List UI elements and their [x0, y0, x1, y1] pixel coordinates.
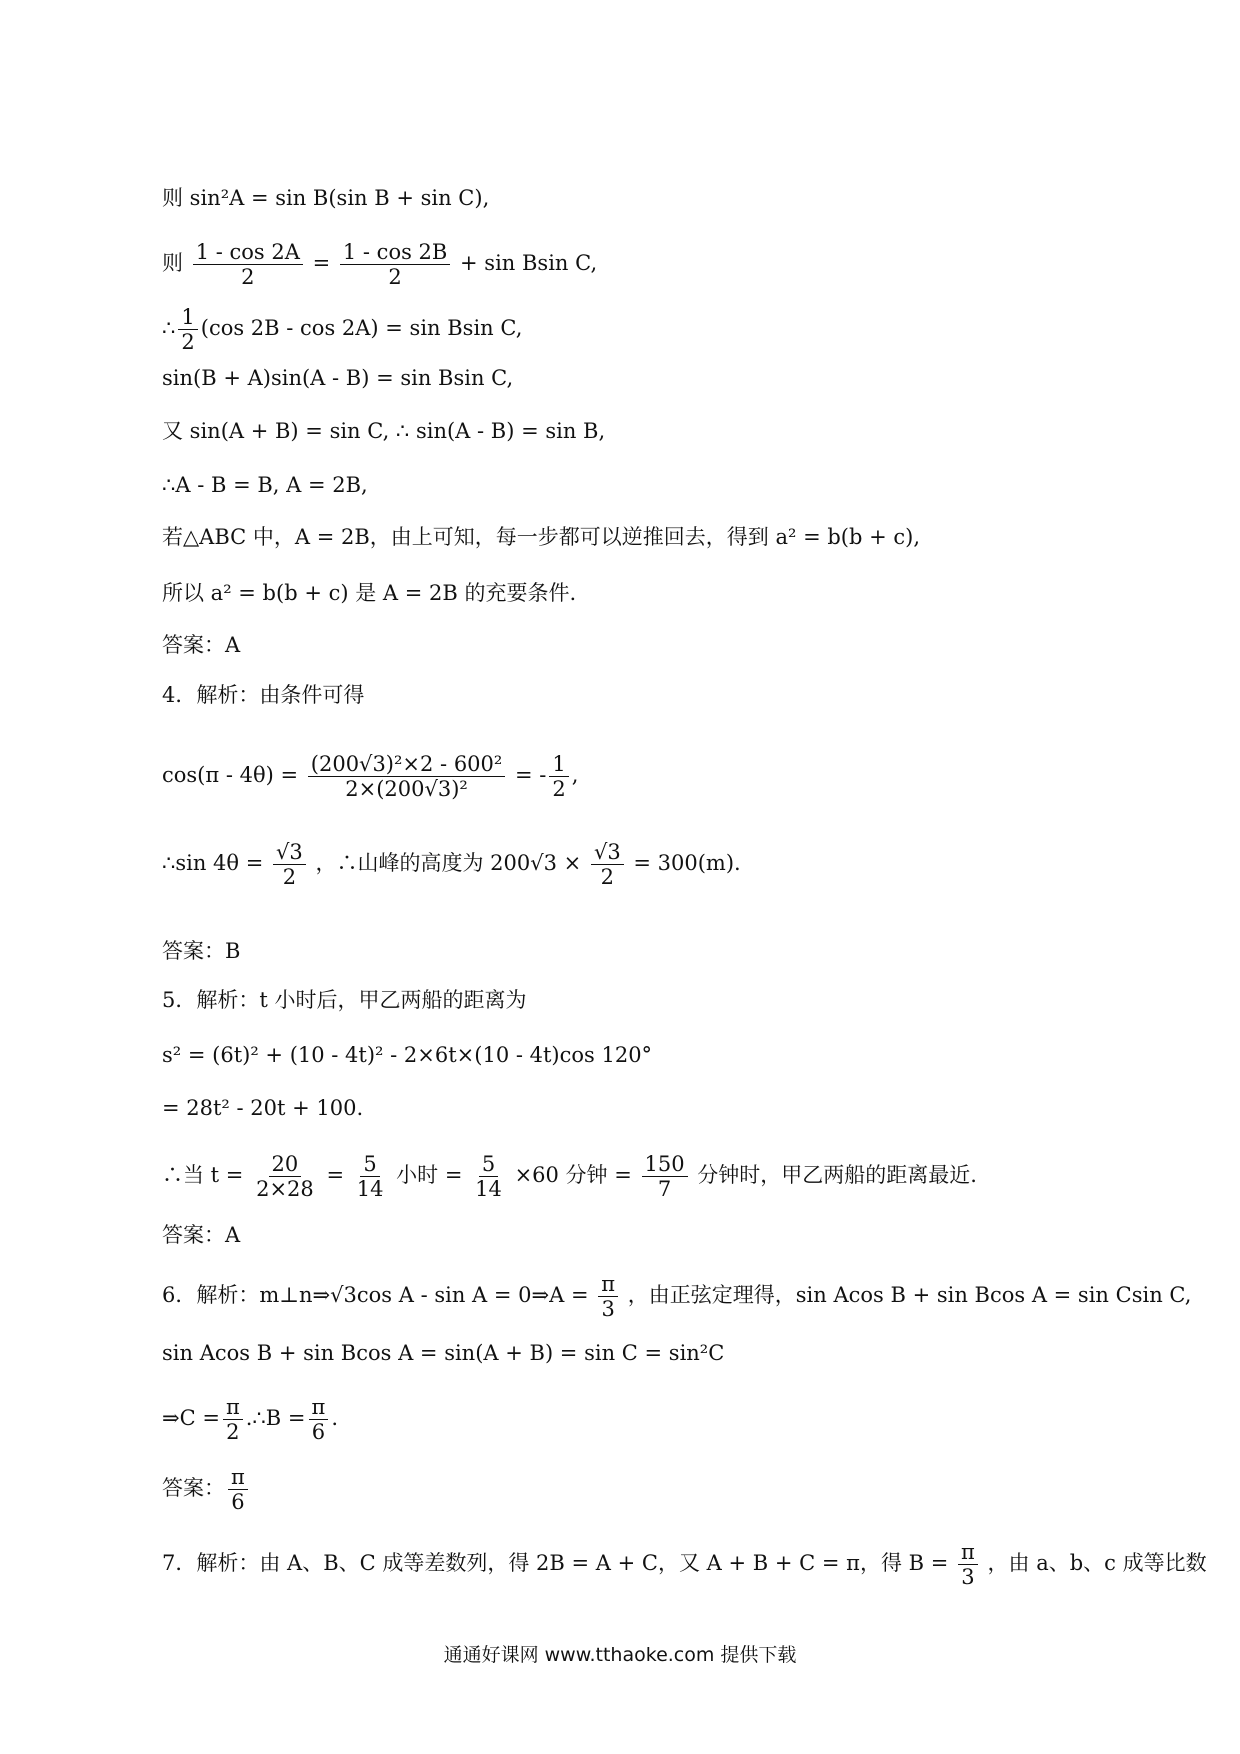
line-16: = 28t² - 20t + 100. [162, 1096, 364, 1120]
l3-post: (cos 2B - cos 2A) = sin Bsin C, [200, 316, 523, 340]
denominator: 2 [388, 265, 402, 289]
l12-pre: ∴sin 4θ = [162, 851, 264, 875]
l21-mid: .∴B = [245, 1406, 306, 1430]
fraction [228, 1465, 248, 1514]
fraction [354, 1152, 387, 1201]
numerator: 1 [549, 752, 568, 777]
line-7: 若△ABC 中，A = 2B，由上可知，每一步都可以逆推回去，得到 a² = b(b + c), [162, 525, 920, 549]
line-11 [162, 752, 578, 801]
line-2 [162, 240, 597, 289]
denominator: 3 [961, 1565, 975, 1589]
denominator: 2 [282, 865, 297, 889]
denominator: 2×(200√3)² [345, 777, 468, 801]
numerator: 5 [479, 1152, 498, 1177]
fraction [309, 1395, 329, 1444]
l21-post: . [331, 1406, 338, 1430]
fraction [193, 240, 303, 289]
fraction [178, 305, 197, 354]
line-6: ∴A - B = B, A = 2B, [162, 473, 368, 497]
numerator: √3 [591, 840, 624, 865]
l17-eq1: = [326, 1163, 345, 1187]
l3-pre: ∴ [162, 316, 176, 340]
numerator: 1 [178, 305, 197, 330]
denominator: 14 [356, 1177, 384, 1201]
answer-5: 答案：A [162, 1223, 241, 1247]
q4-heading: 4．解析：由条件可得 [162, 683, 365, 707]
l19-pre: 6．解析：m⊥n⇒√3cos A - sin A = 0⇒A = [162, 1283, 589, 1307]
numerator: π [223, 1395, 243, 1420]
l23-pre: 7．解析：由 A、B、C 成等差数列，得 2B = A + C，又 A + B + C = π，得 B = [162, 1551, 949, 1575]
line-3 [162, 305, 522, 354]
fraction [472, 1152, 505, 1201]
denominator: 6 [231, 1490, 245, 1514]
numerator: π [228, 1465, 248, 1490]
fraction [642, 1152, 688, 1201]
answer-4: 答案：B [162, 939, 241, 963]
l12-mid: ，∴山峰的高度为 200√3 × [315, 851, 582, 875]
l11-mid: = - [515, 763, 547, 787]
denominator: 2 [600, 865, 614, 889]
numerator: √3 [273, 840, 306, 865]
denominator: 2 [241, 265, 255, 289]
q5-heading: 5．解析：t 小时后，甲乙两船的距离为 [162, 988, 527, 1012]
fraction [273, 840, 306, 889]
denominator: 2 [226, 1420, 240, 1444]
numerator: 1 - cos 2B [340, 240, 450, 265]
numerator: 150 [642, 1152, 688, 1177]
numerator: (200√3)²×2 - 600² [308, 752, 506, 777]
line-23 [162, 1540, 1207, 1589]
line-19 [162, 1272, 1191, 1321]
numerator: π [598, 1272, 618, 1297]
denominator: 2 [552, 777, 566, 801]
fraction [591, 840, 624, 889]
numerator: 1 - cos 2A [193, 240, 303, 265]
l11-post: , [571, 763, 579, 787]
denominator: 14 [475, 1177, 502, 1201]
fraction [308, 752, 506, 801]
line-20: sin Acos B + sin Bcos A = sin(A + B) = sin C = sin²C [162, 1341, 725, 1365]
denominator: 2 [181, 330, 195, 354]
line-12 [162, 840, 741, 889]
fraction [223, 1395, 243, 1444]
denominator: 2×28 [256, 1177, 314, 1201]
line-15: s² = (6t)² + (10 - 4t)² - 2×6t×(10 - 4t)cos 120° [162, 1043, 653, 1067]
fraction [340, 240, 450, 289]
line-17 [162, 1152, 977, 1201]
denominator: 7 [657, 1177, 672, 1201]
l17-post: 分钟时，甲乙两船的距离最近. [697, 1163, 977, 1187]
l11-pre: cos(π - 4θ) = [162, 763, 299, 787]
fraction [598, 1272, 618, 1321]
line-8: 所以 a² = b(b + c) 是 A = 2B 的充要条件. [162, 581, 577, 605]
line-4: sin(B + A)sin(A - B) = sin Bsin C, [162, 366, 514, 390]
numerator: π [309, 1395, 329, 1420]
l2-pre: 则 [162, 251, 183, 275]
answer-6 [162, 1465, 251, 1514]
l17-pre: ∴当 t = [162, 1163, 244, 1187]
line-5: 又 sin(A + B) = sin C, ∴ sin(A - B) = sin B, [162, 419, 606, 443]
line-21 [162, 1395, 338, 1444]
l2-post: + sin Bsin C, [460, 251, 598, 275]
l17-mid2: ×60 分钟 = [514, 1163, 632, 1187]
denominator: 6 [311, 1420, 326, 1444]
l2-mid: = [312, 251, 331, 275]
numerator: 20 [269, 1152, 302, 1177]
fraction [253, 1152, 317, 1201]
fraction [549, 752, 568, 801]
l12-post: = 300(m). [633, 851, 741, 875]
page-footer: 通通好课网 www.tthaoke.com 提供下载 [443, 1644, 797, 1666]
l21-pre: ⇒C = [162, 1406, 220, 1430]
denominator: 3 [601, 1297, 615, 1321]
l22-pre: 答案： [162, 1476, 225, 1500]
l23-post: ，由 a、b、c 成等比数 [987, 1551, 1207, 1575]
line-1: 则 sin²A = sin B(sin B + sin C), [162, 186, 490, 210]
l19-post: ，由正弦定理得，sin Acos B + sin Bcos A = sin Csin C, [627, 1283, 1192, 1307]
answer-3: 答案：A [162, 633, 241, 657]
numerator: 5 [360, 1152, 379, 1177]
fraction [958, 1540, 978, 1589]
l17-mid1: 小时 = [396, 1163, 463, 1187]
numerator: π [958, 1540, 978, 1565]
